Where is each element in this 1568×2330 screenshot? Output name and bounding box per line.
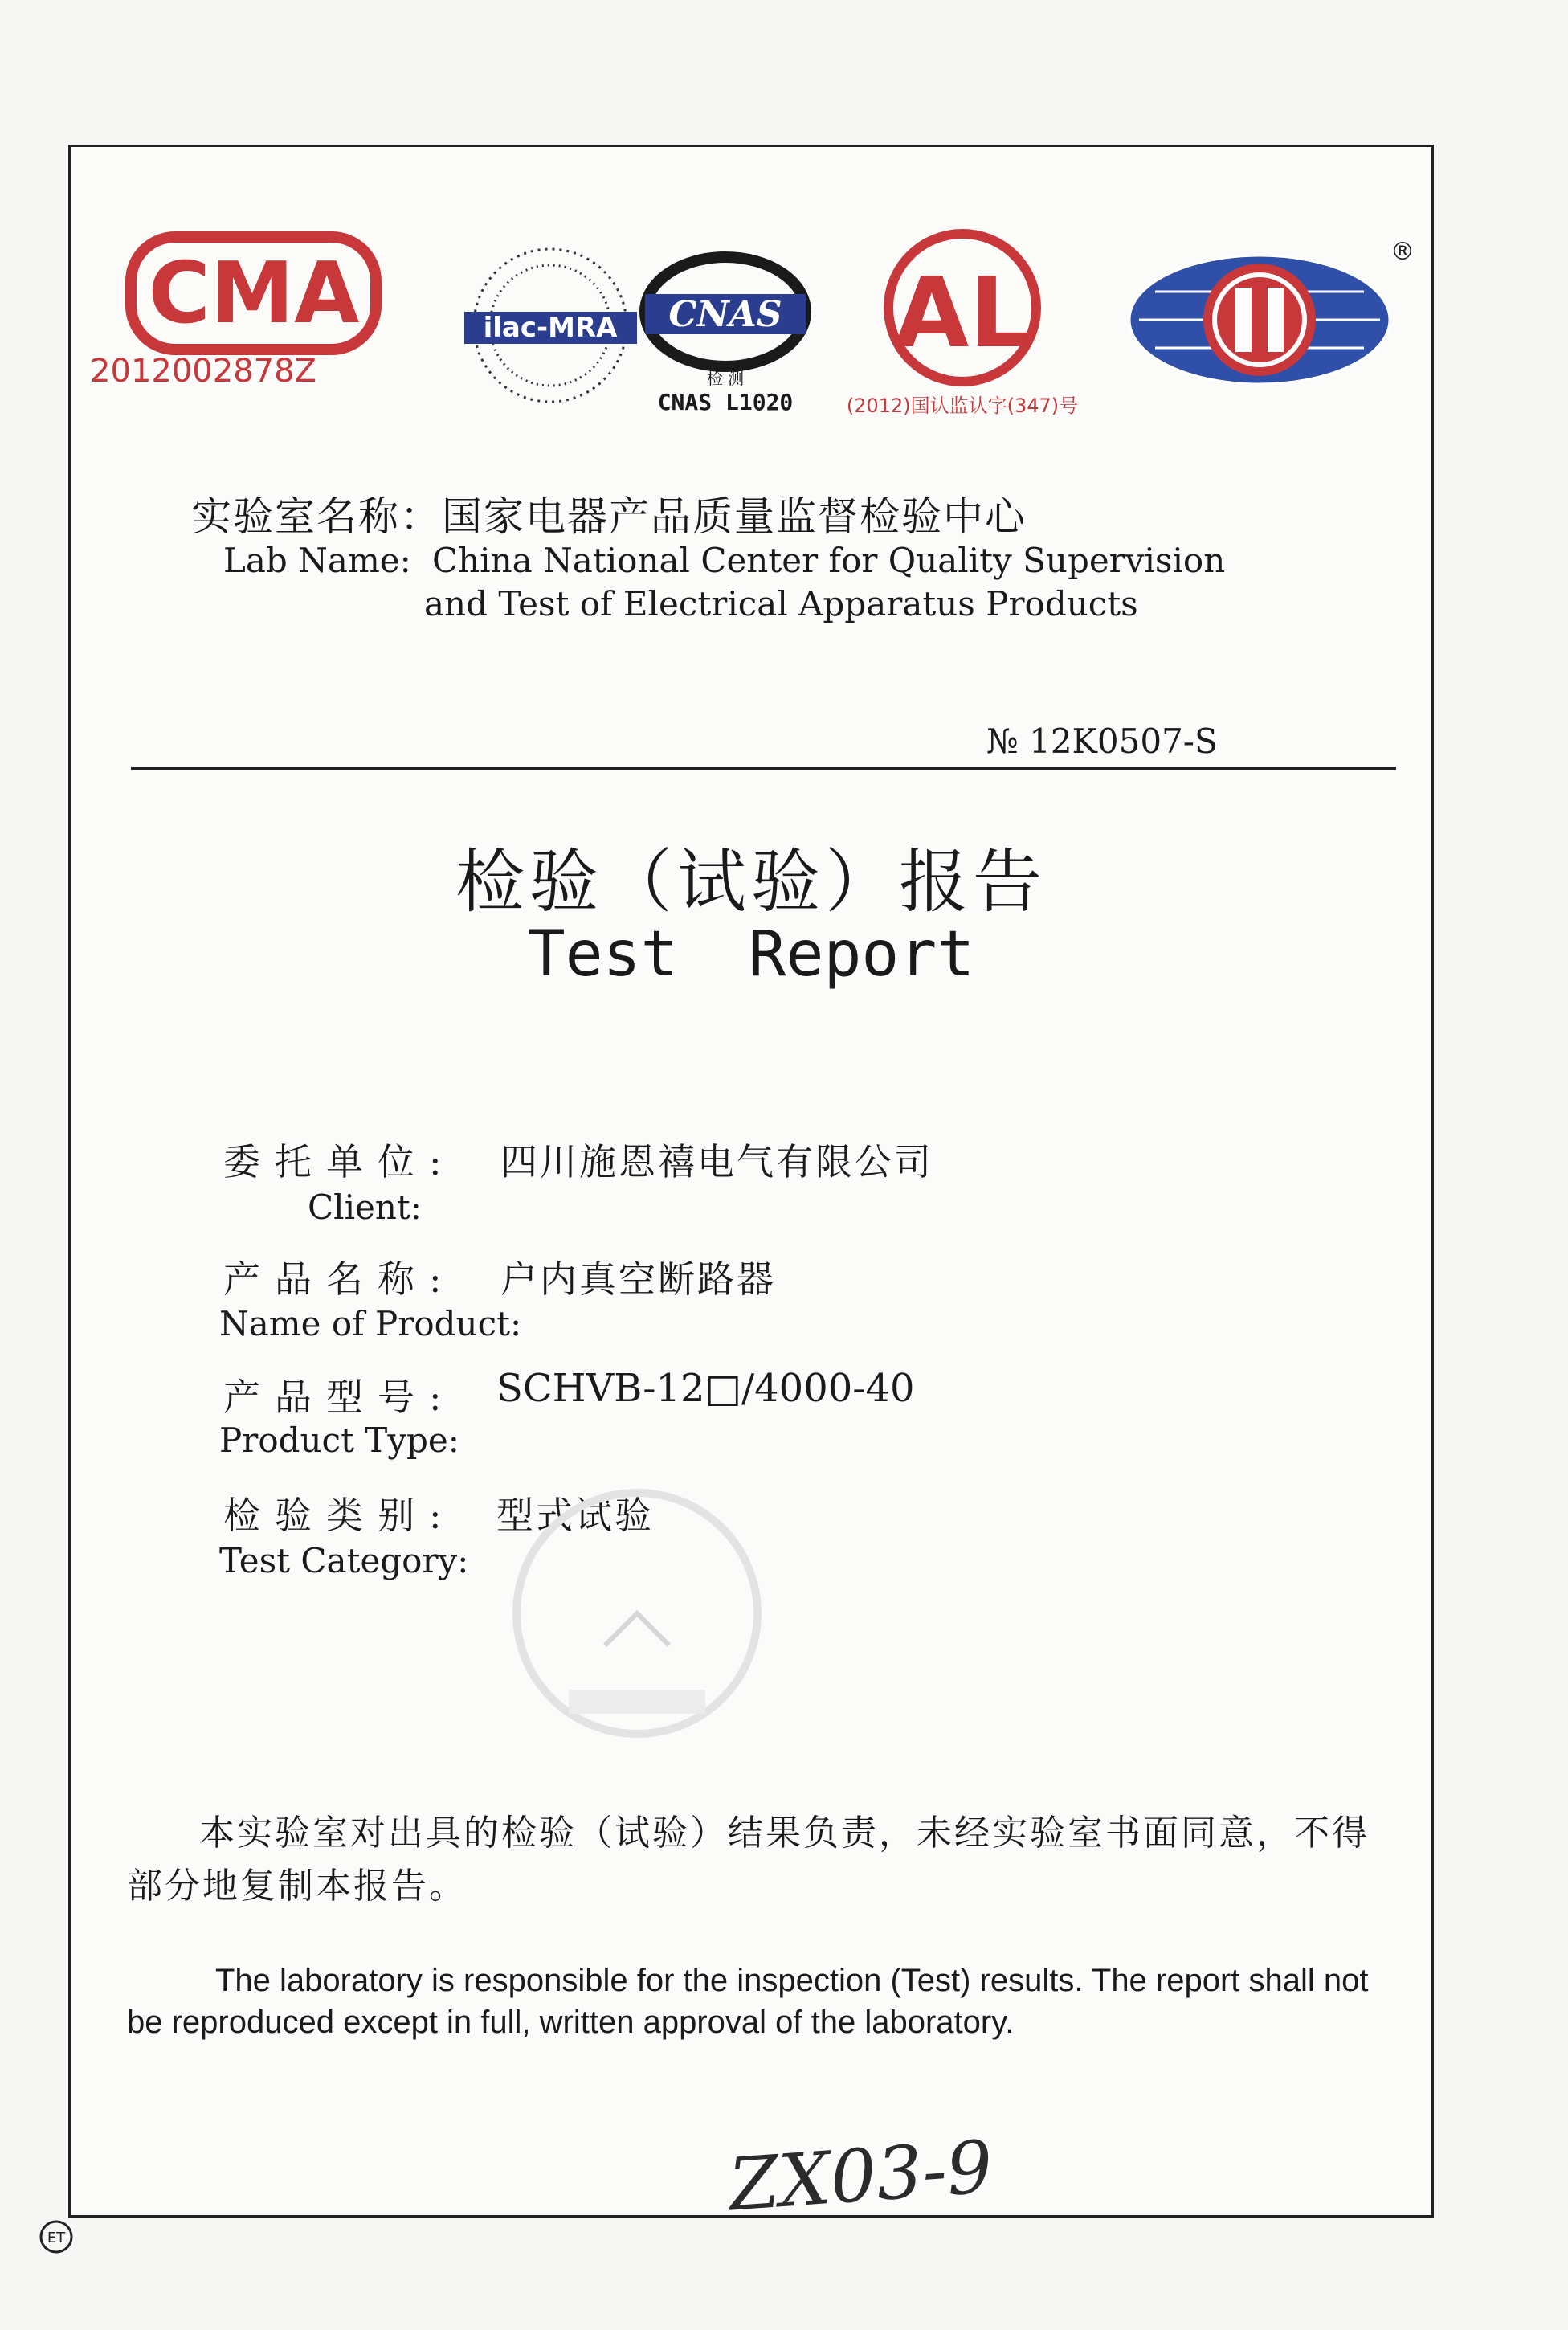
cal-caption: (2012)国认监认字(347)号 <box>846 394 1079 417</box>
cma-cert-number: 2012002878Z <box>90 353 316 390</box>
lab-name-en-line1: China National Center for Quality Supervision <box>432 541 1226 580</box>
test-category-label-en: Test Category: <box>219 1541 469 1580</box>
report-title-cn: 检验（试验）报告 <box>455 842 1047 922</box>
disclaimer-cn: 本实验室对出具的检验（试验）结果负责，未经实验室书面同意，不得部分地复制本报告。 <box>127 1813 1370 1907</box>
product-name-label-cn: 产品名称: <box>223 1257 456 1301</box>
cnas-sub-cn: 检 测 <box>706 369 745 388</box>
registered-mark: ® <box>1390 238 1415 266</box>
ilac-mark: ilac-MRA <box>483 312 618 344</box>
handwritten-note <box>721 2124 996 2244</box>
report-cover-frame <box>68 145 1434 2228</box>
cnas-logo <box>633 239 818 420</box>
cma-logo <box>90 227 388 390</box>
lab-name-cn: 实验室名称：国家电器产品质量监督检验中心 <box>191 493 1027 540</box>
product-name-label-en: Name of Product: <box>219 1304 522 1343</box>
client-label-en: Client: <box>308 1187 422 1227</box>
client-label-cn: 委托单位: <box>223 1140 456 1183</box>
product-type-value: SCHVB-12□/4000-40 <box>496 1366 915 1411</box>
lab-name-en-line2: and Test of Electrical Apparatus Products <box>424 584 1138 623</box>
globe-registered-logo <box>1123 235 1415 396</box>
test-category-label-cn: 检验类别: <box>223 1494 456 1537</box>
corner-mark-text: ET <box>47 2230 66 2246</box>
product-name-value: 户内真空断路器 <box>500 1257 776 1301</box>
report-number: № 12K0507-S <box>986 721 1218 761</box>
faint-seal-stamp <box>464 1481 810 1746</box>
cnas-code: CNAS L1020 <box>657 389 794 415</box>
cal-mark: AL <box>894 258 1031 370</box>
handwritten-note-text: ZX03-9 <box>725 2124 996 2228</box>
cma-mark: CMA <box>148 244 360 342</box>
header-divider <box>131 767 1396 770</box>
report-title-en: Test Report <box>527 918 975 991</box>
product-type-label-en: Product Type: <box>219 1420 459 1460</box>
product-type-label-cn: 产品型号: <box>223 1376 456 1419</box>
cnas-mark: CNAS <box>668 294 782 335</box>
test-category-value: 型式试验 <box>496 1494 654 1537</box>
corner-circle-mark <box>39 2219 74 2254</box>
cal-logo <box>842 227 1107 420</box>
disclaimer-en: The laboratory is responsible for the inspection (Test) results. The report shall not be reproduced except in full, written approval of the laboratory. <box>127 1963 1369 2040</box>
ilac-mra-logo <box>460 235 641 416</box>
client-value: 四川施恩禧电气有限公司 <box>500 1140 933 1183</box>
lab-name-label-en: Lab Name: <box>223 541 411 580</box>
